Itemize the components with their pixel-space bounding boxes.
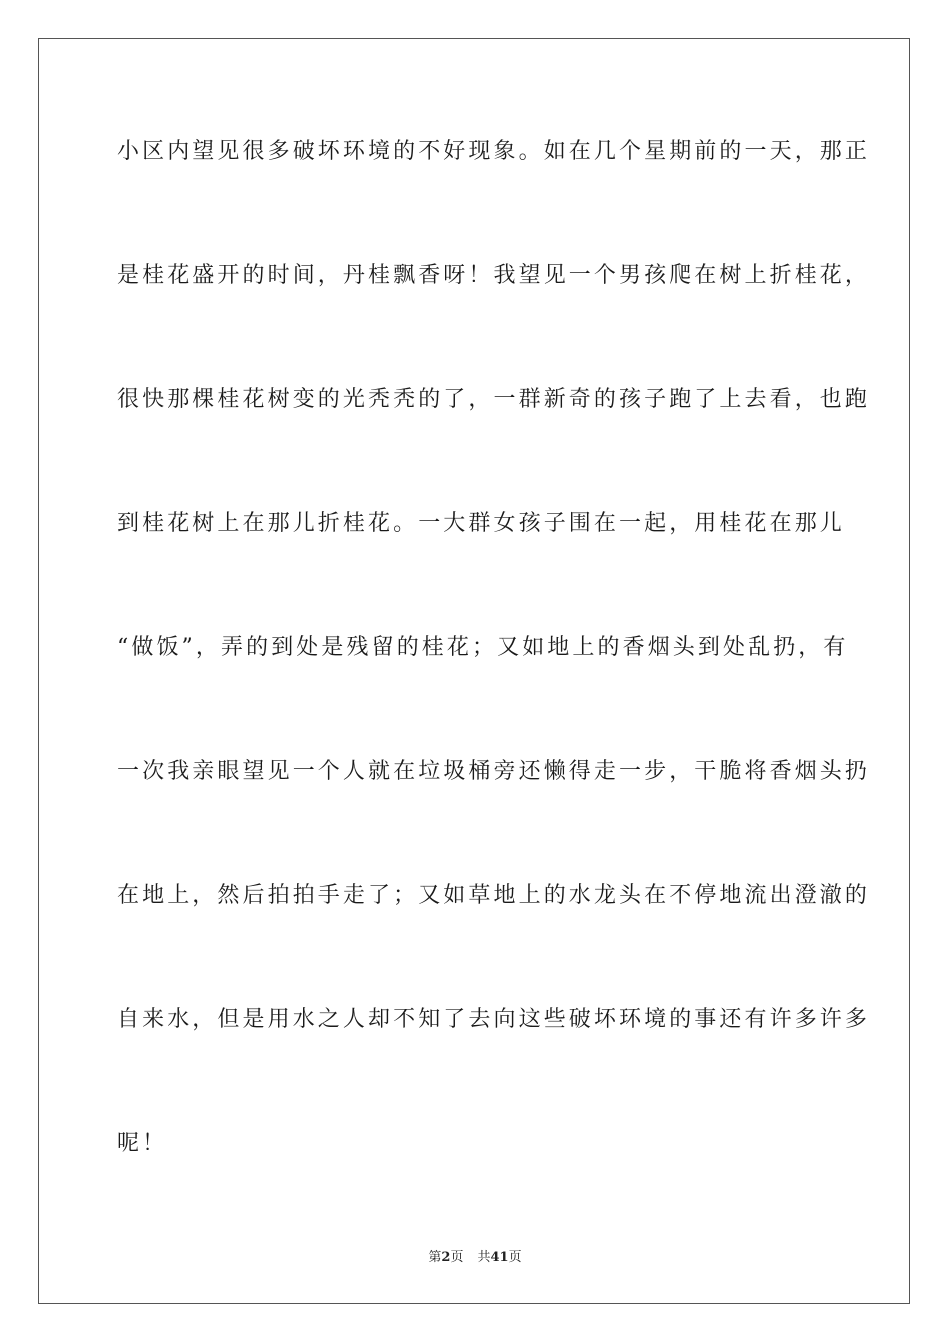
footer-page-prefix: 第 [428, 1250, 442, 1265]
text-line-1: 小区内望见很多破坏环境的不好现象。如在几个星期前的一天，那正 [117, 139, 871, 164]
footer-page-suffix: 页 [450, 1250, 464, 1265]
page-footer [0, 1246, 950, 1265]
text-line-4: 到桂花树上在那儿折桂花。一大群女孩子围在一起，用桂花在那儿 [117, 511, 845, 536]
text-line-8: 自来水，但是用水之人却不知了去向这些破坏环境的事还有许多许多 [117, 1007, 871, 1032]
text-line-2: 是桂花盛开的时间，丹桂飘香呀！我望见一个男孩爬在树上折桂花， [117, 263, 871, 288]
text-line-3: 很快那棵桂花树变的光秃秃的了，一群新奇的孩子跑了上去看，也跑 [117, 387, 871, 412]
footer-page-number: 2 [441, 1250, 451, 1265]
footer-total-prefix: 共 [477, 1250, 491, 1265]
text-line-5: “做饭”，弄的到处是残留的桂花；又如地上的香烟头到处乱扔，有 [117, 635, 849, 660]
text-line-6: 一次我亲眼望见一个人就在垃圾桶旁还懒得走一步，干脆将香烟头扔 [117, 759, 871, 784]
text-line-7: 在地上，然后拍拍手走了；又如草地上的水龙头在不停地流出澄澈的 [117, 883, 871, 908]
text-line-9: 呢！ [117, 1131, 168, 1156]
footer-total-pages: 41 [490, 1250, 509, 1265]
footer-total-suffix: 页 [508, 1250, 522, 1265]
document-body [117, 126, 871, 1242]
